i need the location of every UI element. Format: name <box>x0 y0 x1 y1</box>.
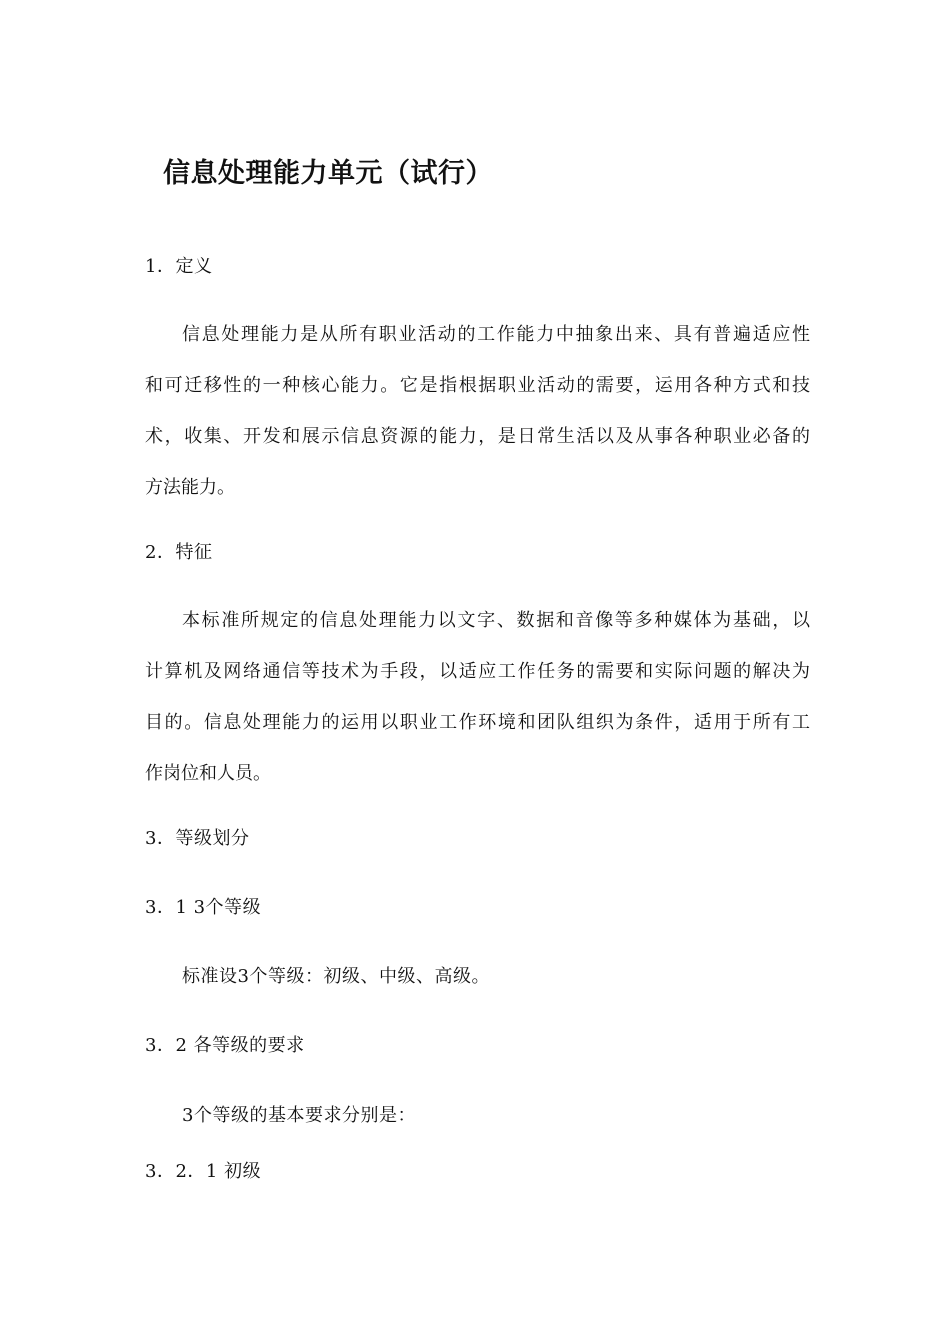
section-1-paragraph <box>145 309 810 513</box>
section-3-2-text: 3个等级的基本要求分别是： <box>182 1105 416 1126</box>
section-3-2-heading: 3．2 各等级的要求 <box>145 1035 305 1056</box>
document-title: 信息处理能力单元（试行） <box>163 158 493 189</box>
section-3-2-1-heading: 3．2．1 初级 <box>145 1161 262 1182</box>
section-3-heading: 3．等级划分 <box>145 828 250 849</box>
paragraph-line: 目的。信息处理能力的运用以职业工作环境和团队组织为条件，适用于所有工 <box>145 712 810 733</box>
section-3-1-text: 标准设3个等级：初级、中级、高级。 <box>182 966 490 987</box>
paragraph-line: 术，收集、开发和展示信息资源的能力，是日常生活以及从事各种职业必备的 <box>145 426 810 447</box>
paragraph-line: 本标准所规定的信息处理能力以文字、数据和音像等多种媒体为基础，以 <box>182 610 810 631</box>
section-2-heading: 2．特征 <box>145 542 213 563</box>
paragraph-line: 方法能力。 <box>145 477 235 498</box>
paragraph-line: 作岗位和人员。 <box>145 763 271 784</box>
paragraph-line: 计算机及网络通信等技术为手段，以适应工作任务的需要和实际问题的解决为 <box>145 661 810 682</box>
paragraph-line: 和可迁移性的一种核心能力。它是指根据职业活动的需要，运用各种方式和技 <box>145 375 810 396</box>
paragraph-line: 信息处理能力是从所有职业活动的工作能力中抽象出来、具有普遍适应性 <box>182 324 810 345</box>
section-1-heading: 1．定义 <box>145 256 213 277</box>
section-3-1-heading: 3．1 3个等级 <box>145 897 262 918</box>
section-2-paragraph <box>145 595 810 799</box>
